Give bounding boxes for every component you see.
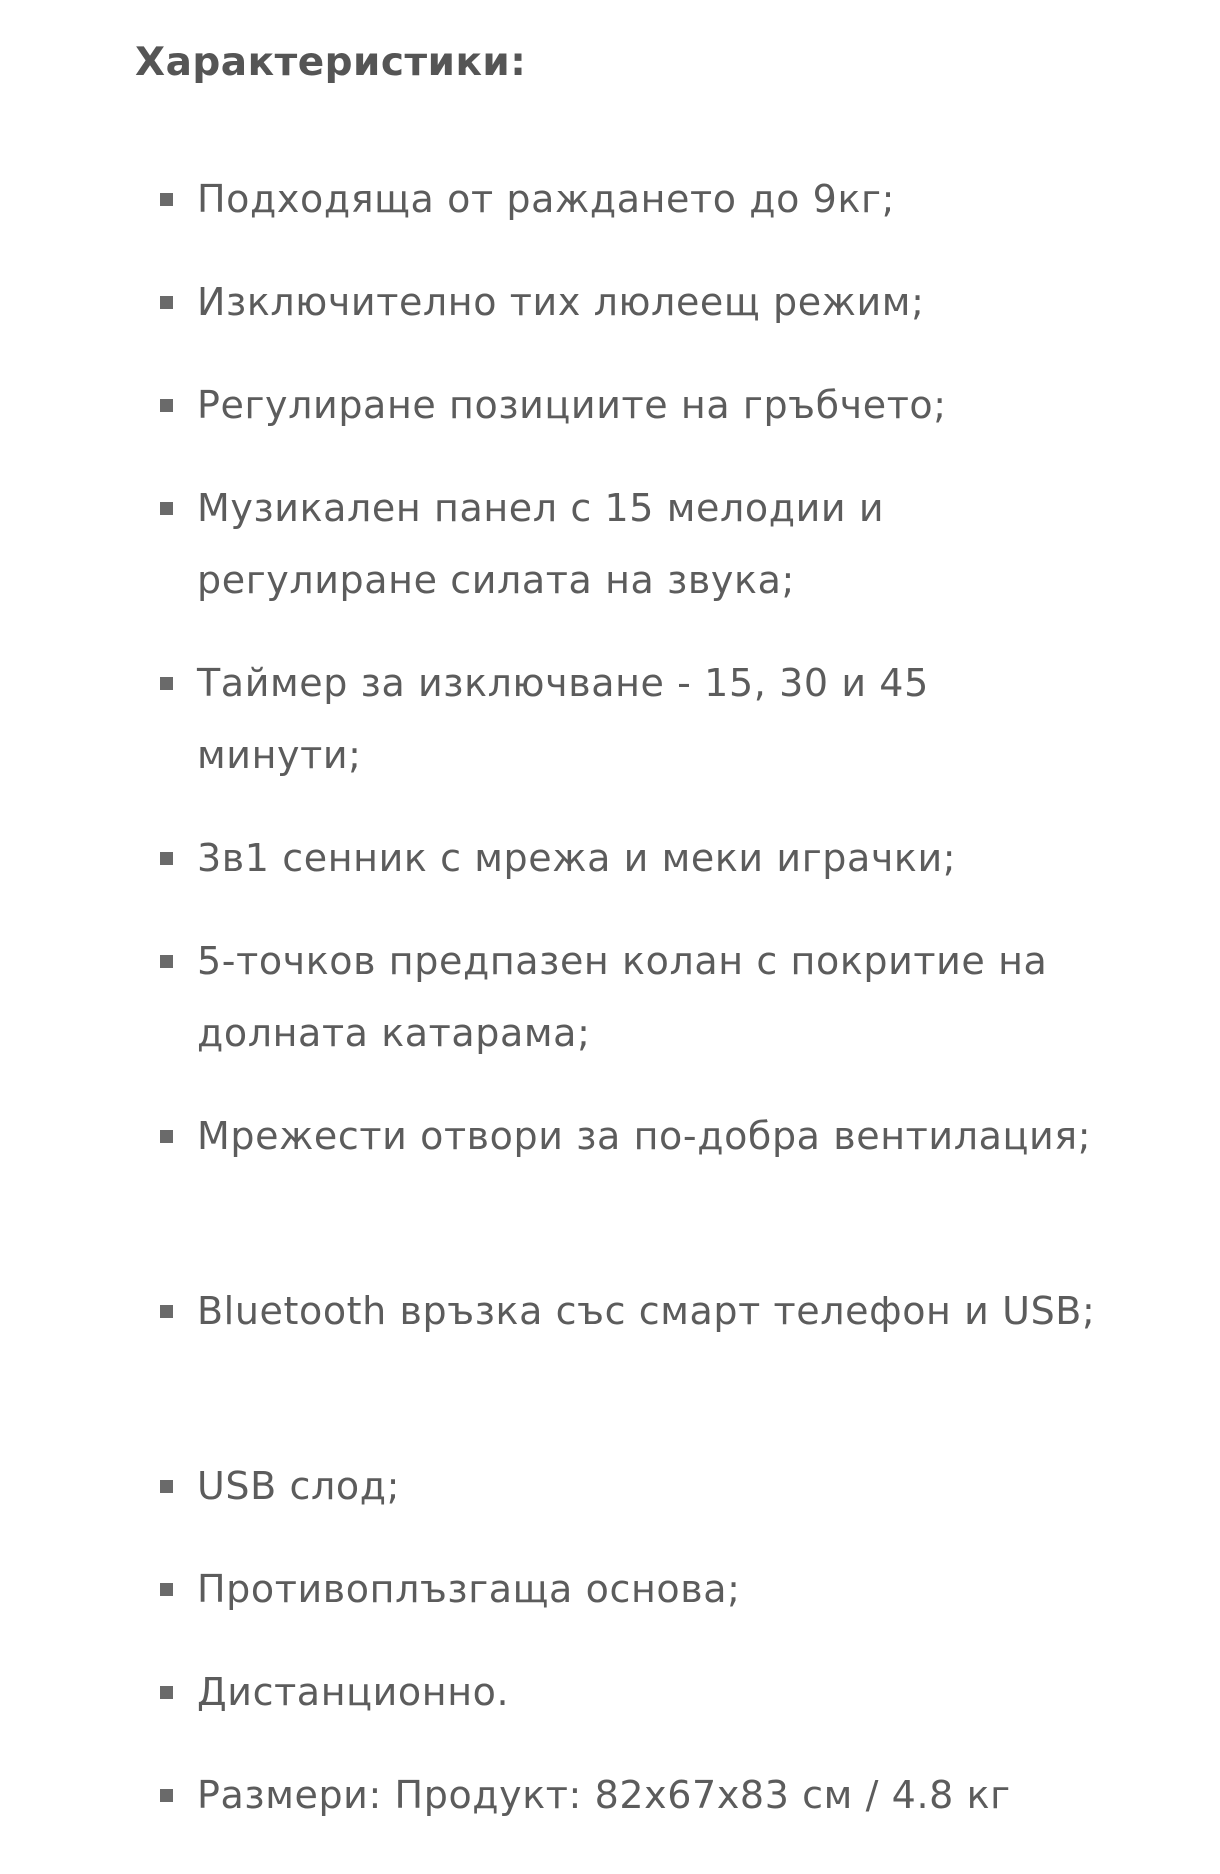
square-bullet-icon [160, 1305, 173, 1318]
feature-text: Bluetooth връзка със смарт телефон и USB; [197, 1289, 1096, 1333]
square-bullet-icon [160, 1789, 173, 1802]
feature-text: Размери: Продукт: 82x67x83 см / 4.8 кг [197, 1773, 1011, 1817]
square-bullet-icon [160, 955, 173, 968]
square-bullet-icon [160, 1480, 173, 1493]
square-bullet-icon [160, 296, 173, 309]
square-bullet-icon [160, 1130, 173, 1143]
feature-text: Музикален панел с 15 мелодии и регулиране силата на звука; [197, 486, 885, 602]
feature-text: 3в1 сенник с мрежа и меки играчки; [197, 836, 957, 880]
characteristics-heading: Характеристики: [135, 40, 527, 85]
feature-text: Таймер за изключване - 15, 30 и 45 минути; [197, 661, 929, 777]
square-bullet-icon [160, 502, 173, 515]
feature-text: Изключително тих люлеещ режим; [197, 280, 925, 324]
square-bullet-icon [160, 852, 173, 865]
feature-text: Мрежести отвори за по-добра вентилация; [197, 1114, 1092, 1158]
square-bullet-icon [160, 1686, 173, 1699]
feature-text: Дистанционно. [197, 1670, 510, 1714]
square-bullet-icon [160, 193, 173, 206]
feature-text: Регулиране позициите на гръбчето; [197, 383, 947, 427]
feature-text: 5-точков предпазен колан с покритие на долната катарама; [197, 939, 1048, 1055]
feature-text: Подходяща от раждането до 9кг; [197, 177, 895, 221]
feature-text: USB слод; [197, 1464, 400, 1508]
square-bullet-icon [160, 399, 173, 412]
feature-text: Противоплъзгаща основа; [197, 1567, 741, 1611]
square-bullet-icon [160, 677, 173, 690]
square-bullet-icon [160, 1583, 173, 1596]
